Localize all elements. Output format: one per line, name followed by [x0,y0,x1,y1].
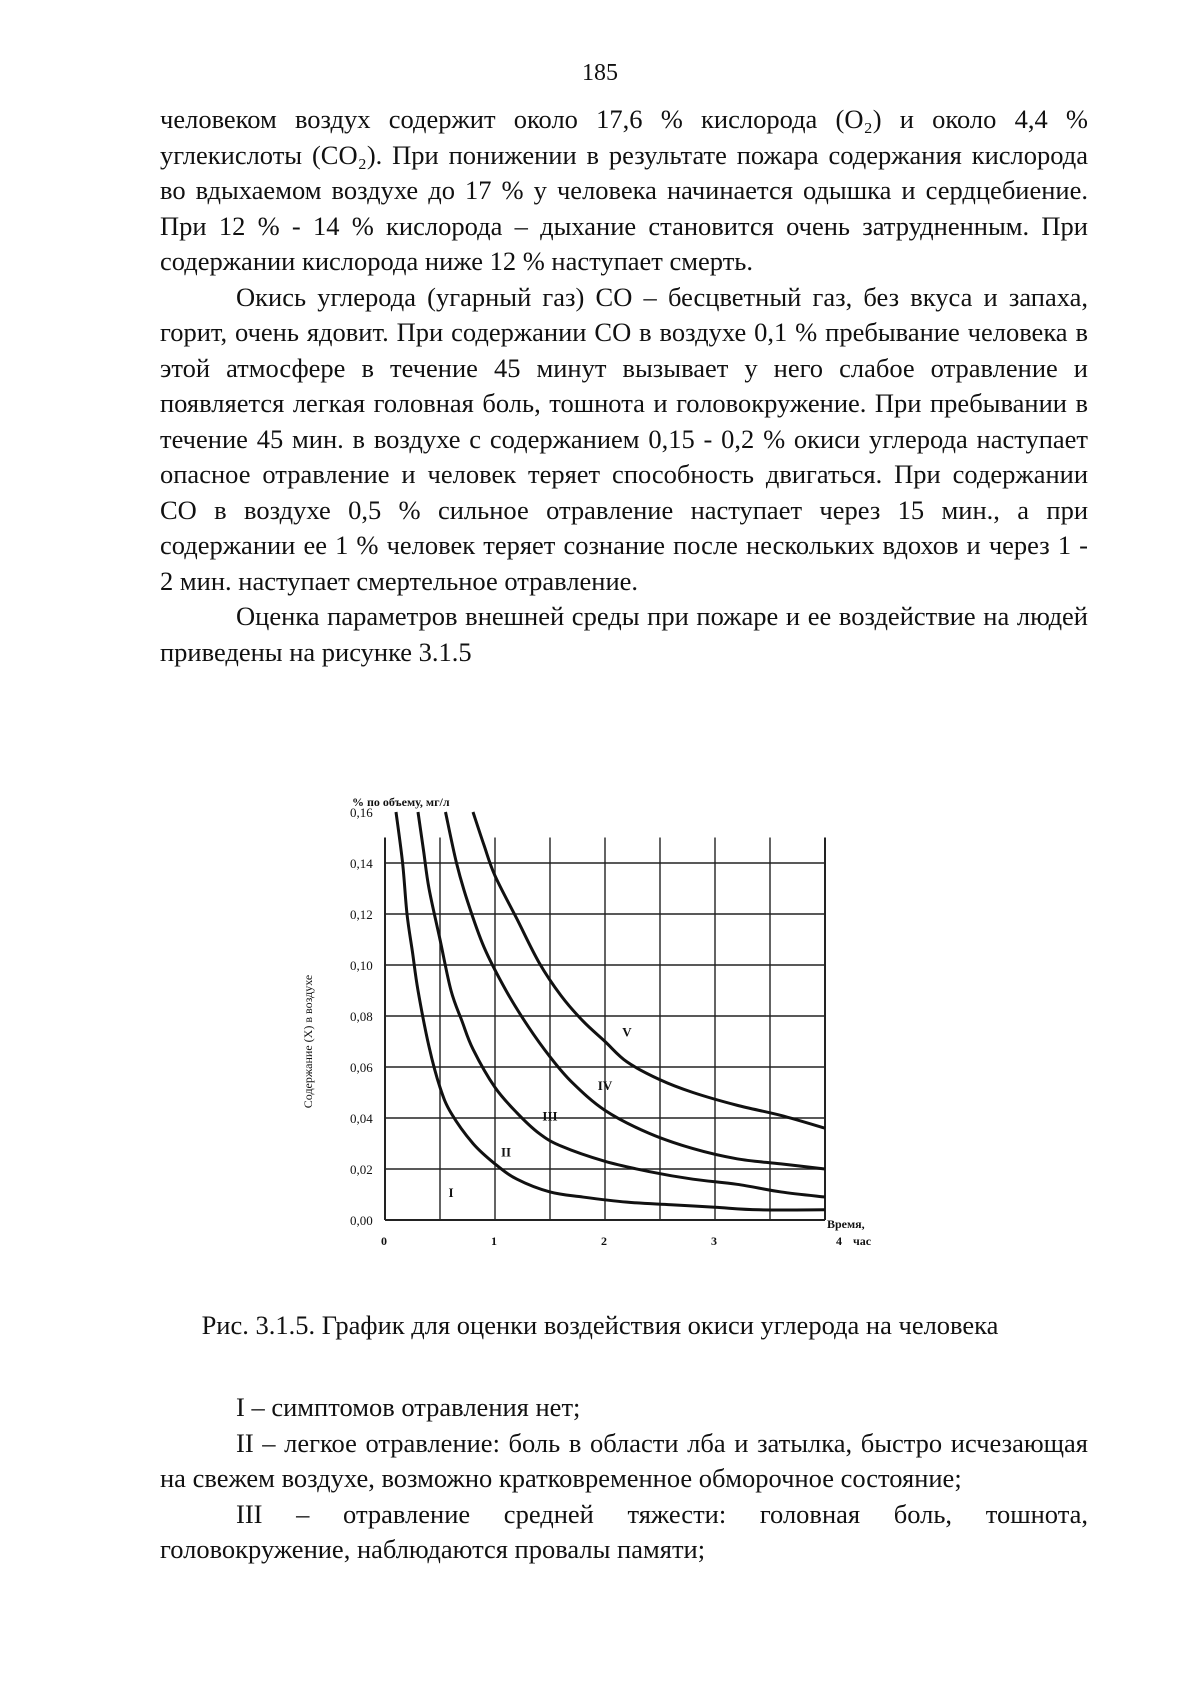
x-tick-label: 4 [836,1234,842,1248]
series-curve-iii-iv [446,812,826,1169]
legend-item-1: I – симптомов отравления нет; [236,1392,581,1422]
body-text [160,102,1088,670]
legend-list [160,1390,1088,1568]
x-tick-label: 2 [601,1234,607,1248]
region-label: II [500,1144,512,1160]
region-label: V [622,1024,632,1040]
x-axis-unit: час [853,1234,872,1248]
x-tick-label: 1 [491,1234,497,1248]
series-curve-iv-v [473,812,825,1128]
paragraph-2: Окись углерода (угарный газ) CO – бесцветный газ, без вкуса и запаха, горит, очень ядовит. При содержании CO в воздухе 0,1 % пребывание человека в этой атмосфере в течение 45 минут вызывает у него слабое отравление и появляется легкая головная боль, тошнота и головокружение. При пребывании в течение 45 мин. в воздухе с содержанием 0,15 - 0,2 % окиси углерода наступает опасное отравление и человек теряет способность двигаться. При содержании CO в воздухе 0,5 % сильное отравление наступает через 15 мин., а при содержании ее 1 % человек теряет сознание после нескольких вдохов и через 1 - 2 мин. наступает смертельное отравление. [160,281,1088,596]
region-label: I [448,1185,454,1201]
y-tick-label: 0,10 [350,958,373,973]
figure-3-1-5 [290,790,970,1335]
y-tick-label: 0,12 [350,907,373,922]
region-label: III [542,1108,558,1124]
y-tick-label: 0,16 [350,805,373,820]
series-curve-i-ii [396,812,825,1210]
y-axis-side-label: Содержание (X) в воздухе [301,974,315,1109]
series-curve-ii-iii [418,812,825,1197]
legend-item-2: II – легкое отравление: боль в области лба и затылка, быстро исчезающая на свежем воздухе, возможно кратковременное обморочное состояние; [160,1427,1088,1493]
y-tick-label: 0,02 [350,1162,373,1177]
x-axis-label: Время, [827,1217,865,1231]
y-tick-label: 0,00 [350,1213,373,1228]
co-exposure-chart [290,790,970,1310]
y-axis-top-label: % по объему, мг/л [352,795,450,809]
legend-item-3: III – отравление средней тяжести: головная боль, тошнота, головокружение, наблюдаются провалы памяти; [160,1498,1088,1564]
y-tick-label: 0,14 [350,856,373,871]
figure-caption: Рис. 3.1.5. График для оценки воздействия окиси углерода на человека [201,1310,999,1340]
y-tick-label: 0,08 [350,1009,373,1024]
paragraph-1: человеком воздух содержит около 17,6 % кислорода (O₂) и около 4,4 % углекислоты (CO₂). При понижении в результате пожара содержания кислорода во вдыхаемом воздухе до 17 % у человека начинается одышка и сердцебиение. При 12 % - 14 % кислорода – дыхание становится очень затрудненным. При содержании кислорода ниже 12 % наступает смерть. [160,104,1088,276]
page-number: 185 [582,60,618,86]
y-tick-label: 0,06 [350,1060,373,1075]
y-tick-label: 0,04 [350,1111,373,1126]
x-tick-label: 3 [711,1234,717,1248]
region-label: IV [597,1077,613,1093]
x-tick-label: 0 [381,1234,387,1248]
paragraph-3: Оценка параметров внешней среды при пожаре и ее воздействие на людей приведены на рисунке 3.1.5 [160,601,1088,667]
